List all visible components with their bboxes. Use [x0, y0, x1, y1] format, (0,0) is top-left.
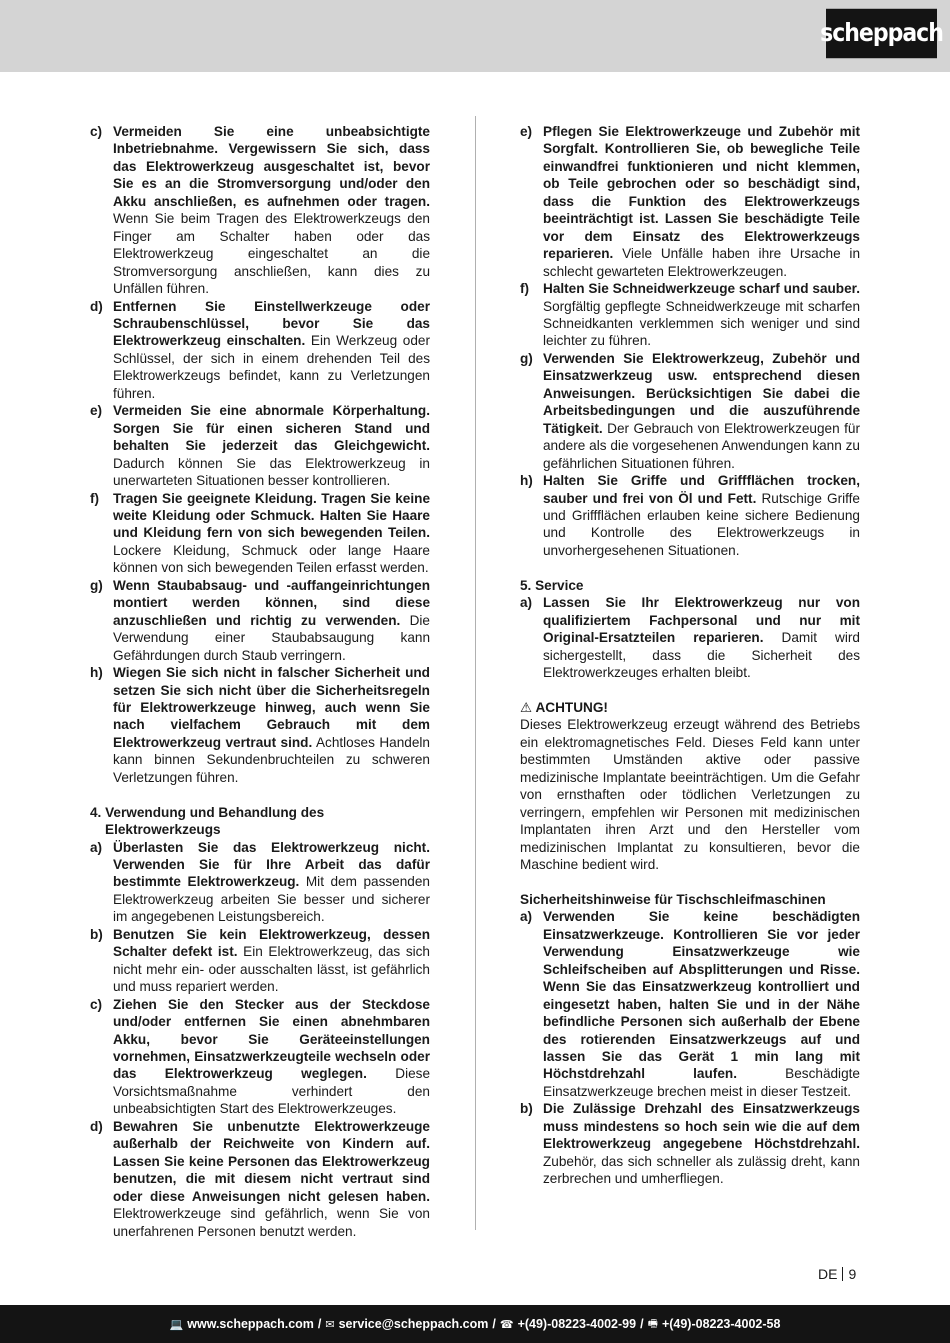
- list-item: [90, 298, 430, 403]
- footer-phone[interactable]: +(49)-08223-4002-99: [517, 1317, 637, 1331]
- item-label: a): [90, 839, 103, 855]
- item-bold: Wenn Staubabsaug- und -auffangeinrichtungen montiert werden können, sind diese anzuschließen und richtig zu verwenden.: [113, 577, 430, 628]
- list-item: [90, 577, 430, 664]
- list-item: [90, 996, 430, 1118]
- item-label: a): [520, 909, 533, 925]
- item-bold: Benutzen Sie kein Elektrowerkzeug, dessen Schalter defekt ist.: [113, 926, 430, 960]
- item-bold: Bewahren Sie unbenutzte Elektrowerkzeuge außerhalb der Reichweite von Kindern auf. Lassen Sie keine Personen das Elektrowerkzeug benutzen, die mit diesem nicht vertraut sind oder diese Anweisungen nicht gelesen haben.: [113, 1118, 430, 1204]
- item-bold: Halten Sie Schneidwerkzeuge scharf und sauber.: [543, 281, 860, 297]
- item-text: Beschädigte Einsatzwerkzeuge brechen meist in dieser Testzeit.: [543, 1066, 860, 1099]
- list-item: [520, 908, 860, 1100]
- warning-text: Dieses Elektrowerkzeug erzeugt während des Betriebs ein elektromagnetisches Feld. Dieses Feld kann unter bestimmten Umständen aktive oder passive medizinische Implantate beeinträchtigen. Um die Gefahr von ernsthaften oder tödlichen Verletzungen zu verringern, empfehlen wir Personen mit medizinischen Implantaten ihren Arzt und den Hersteller vom medizinischen Implantat zu konsultieren, bevor die Maschine bedient wird.: [520, 717, 860, 872]
- item-label: h): [90, 665, 103, 681]
- list-item: [520, 280, 860, 350]
- spacer: [520, 559, 860, 576]
- computer-icon: 💻: [169, 1317, 184, 1331]
- safety-list-4-cont: [520, 123, 860, 559]
- mail-icon: ✉: [325, 1317, 335, 1331]
- page-separator: [842, 1267, 843, 1281]
- item-label: f): [90, 490, 100, 506]
- footer-fax: +(49)-08223-4002-58: [661, 1317, 781, 1331]
- section-4-heading: 4. Verwendung und Behandlung des Elektrowerkzeugs: [90, 804, 325, 838]
- item-label: d): [90, 1118, 103, 1134]
- spacer: [90, 786, 430, 803]
- page-num: 9: [848, 1266, 857, 1282]
- item-bold: Überlasten Sie das Elektrowerkzeug nicht. Verwenden Sie für Ihre Arbeit das dafür bestimmte Elektrowerkzeug.: [113, 839, 430, 890]
- item-label: e): [90, 403, 103, 419]
- item-text: Die Verwendung einer Staubabsaugung kann Gefährdungen durch Staub verringern.: [113, 612, 430, 663]
- list-item: [520, 123, 860, 280]
- item-text: Achtloses Handeln kann binnen Sekundenbruchteilen zu schweren Verletzungen führen.: [113, 734, 430, 785]
- phone-icon: ☎: [499, 1317, 514, 1331]
- brand-logo: scheppach: [826, 9, 937, 58]
- list-item: [90, 490, 430, 577]
- list-item: [90, 926, 430, 996]
- footer-separator: /: [640, 1317, 644, 1331]
- warning-title: ACHTUNG!: [535, 699, 608, 715]
- item-text: Dadurch können Sie das Elektrowerkzeug in unerwarteten Situationen besser kontrollieren.: [113, 455, 430, 489]
- list-item: [90, 664, 430, 786]
- list-item: [520, 350, 860, 472]
- list-item: [90, 123, 430, 298]
- list-item: [90, 402, 430, 489]
- item-bold: Lassen Sie Ihr Elektrowerkzeug nur von qualifiziertem Fachpersonal und nur mit Original-Ersatzteilen reparieren.: [543, 595, 860, 646]
- item-bold: Vermeiden Sie eine abnormale Körperhaltung. Sorgen Sie für einen sicheren Stand und behalten Sie jederzeit das Gleichgewicht.: [113, 403, 430, 454]
- footer-bar: [0, 1305, 950, 1343]
- safety-list-3: [90, 123, 430, 786]
- item-text: Lockere Kleidung, Schmuck oder lange Haare können von sich bewegenden Teilen erfasst werden.: [113, 542, 430, 576]
- column-divider: [475, 116, 476, 1230]
- item-text: Viele Unfälle haben ihre Ursache in schlecht gewarteten Elektrowerkzeugen.: [543, 246, 860, 279]
- item-text: Zubehör, das sich schneller als zulässig dreht, kann zerbrechen und umherfliegen.: [543, 1153, 860, 1187]
- item-text: Der Gebrauch von Elektrowerkzeugen für andere als die vorgesehenen Anwendungen kann zu gefährlichen Situationen führen.: [543, 420, 860, 471]
- footer-separator: /: [317, 1317, 322, 1331]
- item-bold: Ziehen Sie den Stecker aus der Steckdose und/oder entfernen Sie einen abnehmbaren Akku, bevor Sie Geräteeinstellungen vornehmen, Einsatzwerkzeugteile wechseln oder das Elektrowerkzeug weglegen.: [113, 996, 430, 1082]
- right-column: [520, 123, 860, 1188]
- spacer: [520, 873, 860, 890]
- item-label: h): [520, 473, 533, 489]
- item-text: Diese Vorsichtsmaßnahme verhindert den unbeabsichtigten Start des Elektrowerkzeuges.: [113, 1066, 430, 1117]
- spacer: [520, 681, 860, 698]
- item-text: Mit dem passenden Elektrowerkzeug arbeiten Sie besser und sicherer im angegebenen Leistungsbereich.: [113, 874, 430, 925]
- item-label: c): [90, 996, 103, 1012]
- item-bold: Halten Sie Griffe und Griffflächen trocken, sauber und frei von Öl und Fett.: [543, 473, 860, 506]
- list-item: [90, 839, 430, 926]
- item-text: Wenn Sie beim Tragen des Elektrowerkzeugs den Finger am Schalter haben oder das Elektrowerkzeug eingeschaltet an die Stromversorgung anschließen, kann dies zu Unfällen führen.: [113, 211, 430, 297]
- item-bold: Vermeiden Sie eine unbeabsichtigte Inbetriebnahme. Vergewissern Sie sich, dass das Elektrowerkzeug ausgeschaltet ist, bevor Sie es an die Stromversorgung und/oder den Akku anschließen, es aufnehmen oder tragen.: [113, 124, 430, 209]
- section-4-list: [90, 839, 430, 1240]
- page-number: [818, 1266, 856, 1282]
- item-label: b): [90, 926, 103, 942]
- item-bold: Verwenden Sie Elektrowerkzeug, Zubehör und Einsatzwerkzeug usw. entsprechend diesen Anweisungen. Berücksichtigen Sie dabei die Arbeitsbedingungen und die auszuführende Tätigkeit.: [543, 350, 860, 436]
- list-item: [520, 472, 860, 559]
- item-label: f): [520, 281, 530, 297]
- footer-website[interactable]: www.scheppach.com: [187, 1317, 314, 1331]
- footer-separator: /: [492, 1317, 496, 1331]
- item-text: Elektrowerkzeuge sind gefährlich, wenn Sie von unerfahrenen Personen benutzt werden.: [113, 1206, 430, 1239]
- warning-icon: ⚠: [520, 699, 533, 715]
- item-label: c): [90, 124, 103, 139]
- item-bold: Pflegen Sie Elektrowerkzeuge und Zubehör mit Sorgfalt. Kontrollieren Sie, ob bewegliche Teile einwandfrei funktionieren und nicht klemmen, ob Teile gebrochen oder so beschädigt sind, dass die Funktion des Elektrowerkzeugs beeinträchtigt ist. Lassen Sie beschädigte Teile vor dem Einsatz des Elektrowerkzeugs reparieren.: [543, 124, 860, 262]
- item-bold: Tragen Sie geeignete Kleidung. Tragen Sie keine weite Kleidung oder Schmuck. Halten Sie Haare und Kleidung fern von sich bewegenden Teilen.: [113, 490, 430, 541]
- left-column: [90, 123, 430, 1240]
- list-item: [520, 1100, 860, 1187]
- item-text: Ein Elektrowerkzeug, das sich nicht mehr ein- oder ausschalten lässt, ist gefährlich und muss repariert werden.: [113, 944, 430, 995]
- section-5-heading: 5. Service: [520, 577, 584, 593]
- item-label: b): [520, 1101, 533, 1117]
- grinder-heading: Sicherheitshinweise für Tischschleifmaschinen: [520, 891, 826, 907]
- footer-email[interactable]: service@scheppach.com: [338, 1317, 489, 1331]
- item-text: Damit wird sichergestellt, dass die Sicherheit des Elektrowerkzeuges erhalten bleibt.: [543, 630, 860, 681]
- fax-icon: 🖷: [647, 1316, 658, 1330]
- item-bold: Wiegen Sie sich nicht in falscher Sicherheit und setzen Sie sich nicht über die Sicherheitsregeln für Elektrowerkzeuge hinweg, auch wenn Sie nach vielfachem Gebrauch mit dem Elektrowerkzeug vertraut sind.: [113, 665, 430, 750]
- page-lang: DE: [818, 1266, 838, 1282]
- warning-heading: [520, 699, 860, 716]
- item-bold: Die Zulässige Drehzahl des Einsatzwerkzeugs muss mindestens so hoch sein wie die auf dem Elektrowerkzeug angegebene Höchstdrehzahl.: [543, 1101, 860, 1152]
- header-bar: [0, 0, 950, 72]
- item-label: g): [520, 350, 533, 366]
- item-text: Ein Werkzeug oder Schlüssel, der sich in einem drehenden Teil des Elektrowerkzeugs befindet, kann zu Verletzungen führen.: [113, 333, 430, 401]
- item-label: a): [520, 595, 533, 611]
- list-item: [90, 1118, 430, 1240]
- list-item: [520, 594, 860, 681]
- item-text: Sorgfältig gepflegte Schneidwerkzeuge mit scharfen Schneidkanten verklemmen sich weniger und sind leichter zu führen.: [543, 298, 860, 349]
- item-label: d): [90, 298, 103, 314]
- item-bold: Verwenden Sie keine beschädigten Einsatzwerkzeuge. Kontrollieren Sie vor jeder Verwendung Einsatzwerkzeuge wie Schleifscheiben auf Absplitterungen und Risse. Wenn Sie das Einsatzwerkzeug kontrolliert und eingesetzt haben, halten Sie und in der Nähe befindliche Personen sich außerhalb der Ebene des rotierenden Einsatzwerkzeugs auf und lassen Sie das Gerät 1 min lang mit Höchstdrehzahl laufen.: [543, 909, 860, 1082]
- item-label: e): [520, 124, 533, 139]
- item-text: Rutschige Griffe und Griffflächen erlauben keine sichere Bedienung und Kontrolle des Elektrowerkzeugs in unvorhergesehenen Situationen.: [543, 490, 860, 558]
- item-bold: Entfernen Sie Einstellwerkzeuge oder Schraubenschlüssel, bevor Sie das Elektrowerkzeug einschalten.: [113, 298, 430, 349]
- item-label: g): [90, 577, 103, 593]
